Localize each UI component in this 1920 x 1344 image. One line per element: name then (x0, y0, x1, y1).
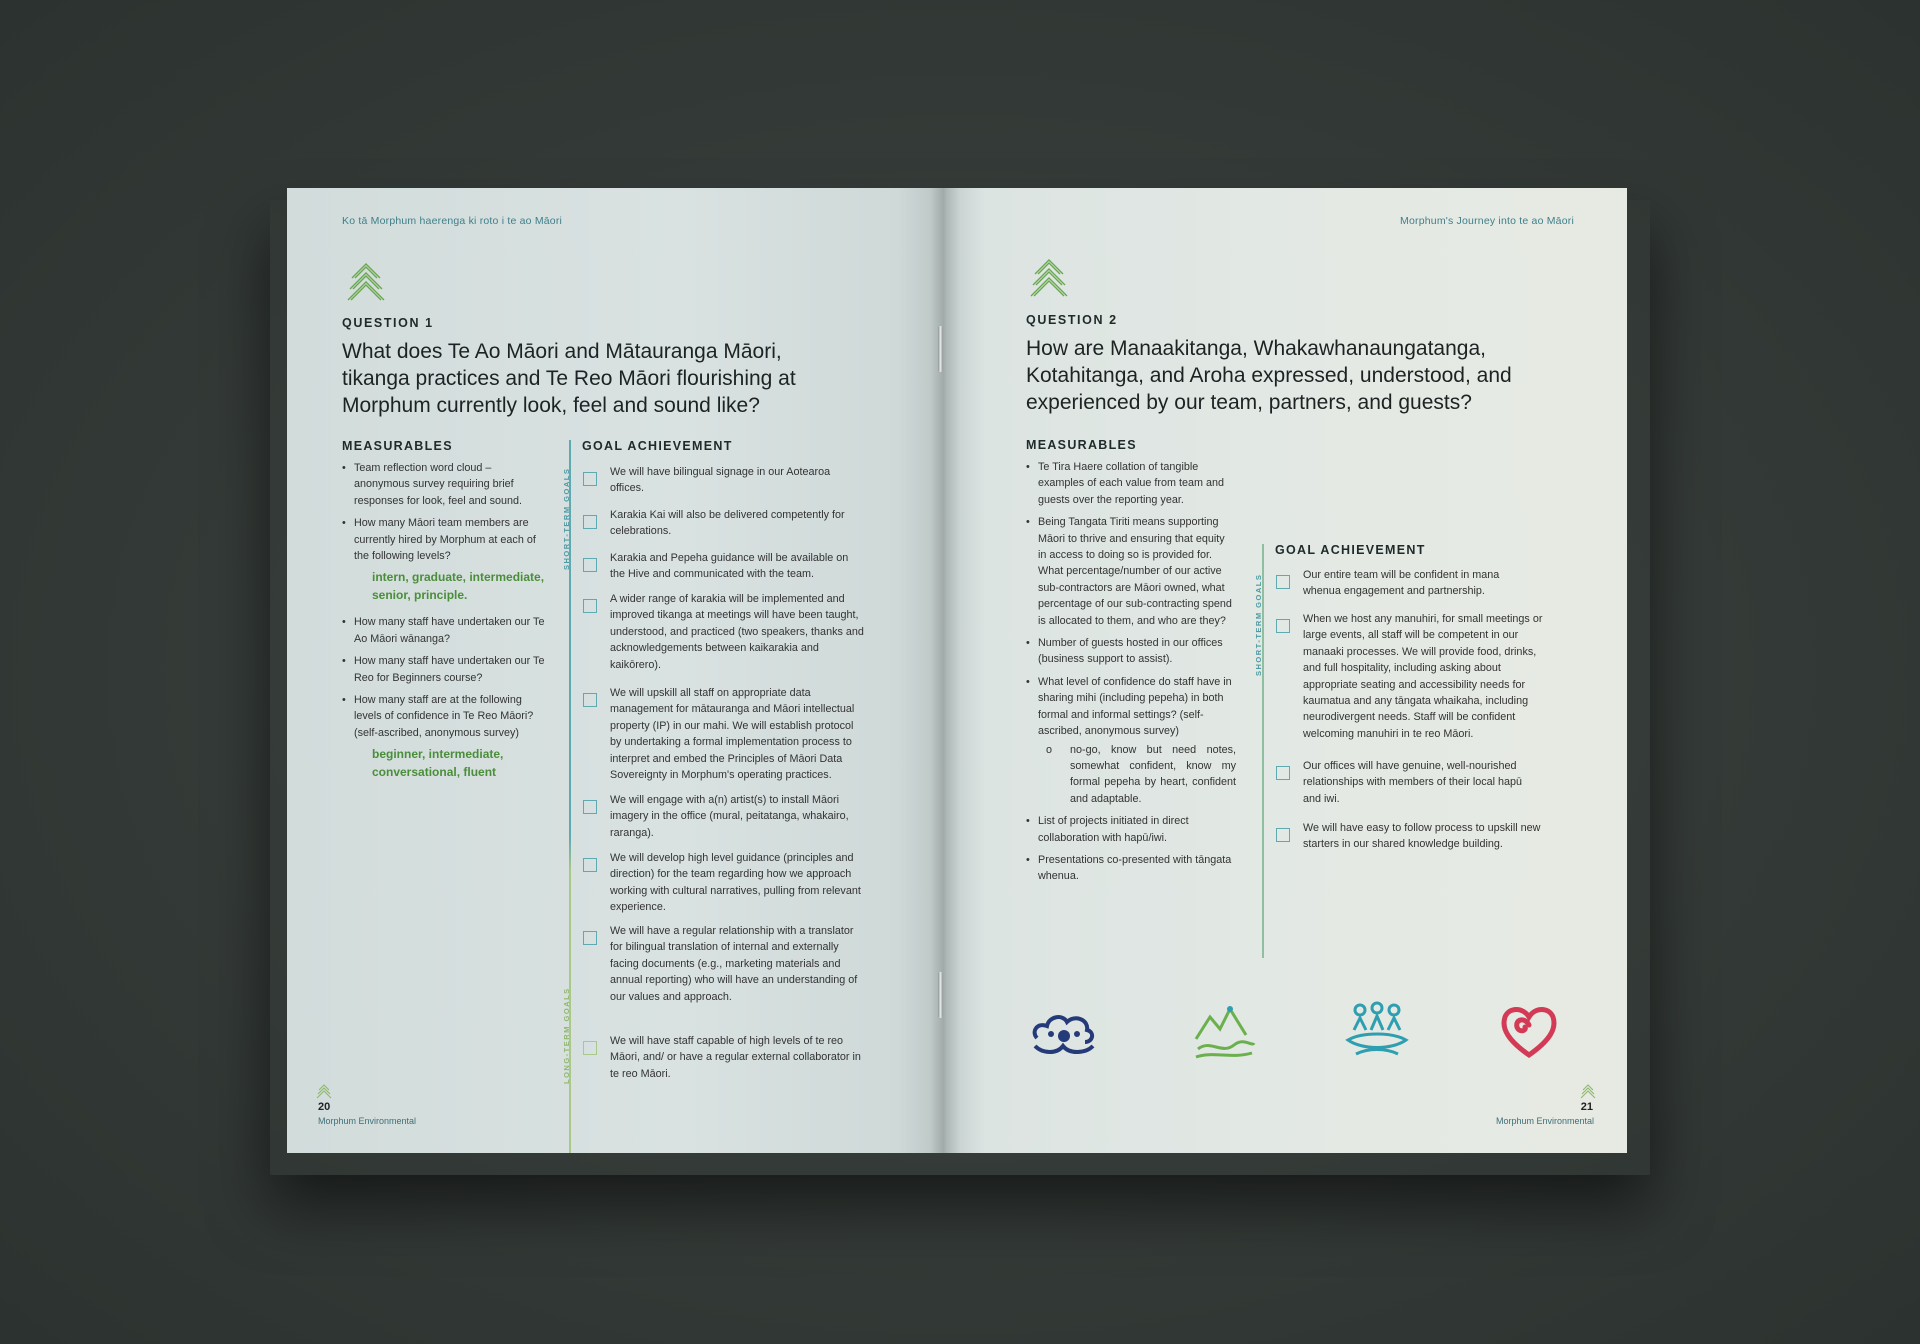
left-page (287, 188, 944, 1153)
measurables-heading: MEASURABLES (342, 439, 453, 453)
question-2-label: QUESTION 2 (1026, 313, 1118, 327)
goal-item: We will upskill all staff on appropriate data management for mātauranga and Māori intellectual property (IP) in our mahi. We will establish protocol by undertaking a formal implementation process to interpret and embed the Principles of Māori Data Sovereignty in Morphum's operating practices. (610, 687, 855, 782)
heart-aroha-icon (1499, 1003, 1559, 1059)
measurable-item: • How many Māori team members are currently hired by Morphum at each of the following levels? intern, graduate, intermediate, senior, principle. (342, 515, 547, 604)
confidence-sub-item: o no-go, know but need notes, somewhat confident, know my formal pepeha by heart, confident and adaptable. (1046, 743, 1236, 805)
question-1-label: QUESTION 1 (342, 316, 434, 330)
question-1-title: What does Te Ao Māori and Mātauranga Māori, tikanga practices and Te Reo Māori flourishing at Morphum currently look, feel and sound like? (342, 340, 796, 417)
goal-item: We will have a regular relationship with a translator for bilingual translation of internal and externally facing documents (e.g., marketing materials and annual reporting) who will have an understanding of our values and approach. (610, 925, 858, 1003)
goal-item: Our entire team will be confident in mana whenua engagement and partnership. (1303, 569, 1500, 598)
measurable-item: • How many staff have undertaken our Te Ao Māori wānanga? (342, 614, 547, 647)
goal-checkbox[interactable] (1276, 575, 1290, 589)
goal-checkbox[interactable] (1276, 766, 1290, 780)
page-number: 21 (1580, 1101, 1593, 1113)
footer-tree-icon (316, 1083, 332, 1099)
short-term-goals-label: SHORT-TERM GOALS (562, 467, 571, 570)
question-2-title: How are Manaakitanga, Whakawhanaungatanga, Kotahitanga, and Aroha expressed, understood, and experienced by our team, partners, and guests? (1026, 337, 1512, 414)
measurables-list (342, 460, 547, 791)
goal-item: A wider range of karakia will be implemented and improved tikanga at meetings will have been taught, understood, and practiced (two speakers, thanks and acknowledgements between kaikarakia and kaikōrero). (610, 593, 864, 671)
goal-checkbox[interactable] (583, 599, 597, 613)
people-kotahitanga-icon (1344, 1000, 1410, 1062)
goal-checkbox[interactable] (1276, 828, 1290, 842)
measurable-item: • Team reflection word cloud – anonymous survey requiring brief responses for look, feel and sound. (342, 460, 547, 509)
goal-checkbox[interactable] (583, 558, 597, 572)
goal-item: We will engage with a(n) artist(s) to install Māori imagery in the office (mural, peitatanga, whakairo, raranga). (610, 794, 849, 839)
goal-achievement-heading: GOAL ACHIEVEMENT (1275, 543, 1426, 557)
page-footer: Morphum Environmental (318, 1116, 417, 1126)
levels-highlight: intern, graduate, intermediate, senior, principle. (372, 570, 545, 603)
left-running-head: Ko tā Morphum haerenga ki roto i te ao Māori (342, 215, 563, 227)
morphum-tree-logo-icon (1026, 254, 1072, 300)
goal-checkbox[interactable] (583, 858, 597, 872)
measurables-heading: MEASURABLES (1026, 438, 1137, 452)
goal-item: When we host any manuhiri, for small meetings or large events, all staff will be competent in our manaaki processes. We will provide food, drinks, and full hospitality, including asking about appropriate seating and accessibility needs for kaumatua and any tāngata whaikaha, including neurodivergent needs. Staff will be confident welcoming manuhiri in te reo Māori. (1303, 613, 1543, 740)
right-running-head: Morphum's Journey into te ao Māori (1400, 215, 1574, 227)
measurable-item: • How many staff have undertaken our Te Reo for Beginners course? (342, 653, 547, 686)
booklet-spine (930, 188, 960, 1153)
long-term-goals-label: LONG-TERM GOALS (562, 987, 571, 1084)
goal-checkbox[interactable] (583, 800, 597, 814)
mountains-whakawhanaungatanga-icon (1192, 1003, 1258, 1061)
goal-checkbox[interactable] (583, 931, 597, 945)
goal-item: We will develop high level guidance (principles and direction) for the team regarding how we approach working with cultural narratives, pulling from relevant experience. (610, 852, 861, 914)
goal-item: We will have staff capable of high levels of te reo Māori, and/ or have a regular external collaborator in te reo Māori. (610, 1035, 861, 1080)
short-term-goals-label: SHORT-TERM GOALS (1254, 573, 1263, 676)
footer-tree-icon (1580, 1083, 1596, 1099)
goal-item: We will have easy to follow process to upskill new starters in our shared knowledge building. (1303, 822, 1541, 851)
page-footer: Morphum Environmental (1495, 1116, 1594, 1126)
measurable-item: • What level of confidence do staff have in sharing mihi (including pepeha) in both formal and informal settings? (self-ascribed, anonymous survey) o no-go, know but need notes, somewhat confident, know my formal pepeha by heart, confident and adaptable. (1026, 674, 1236, 807)
goal-item: Our offices will have genuine, well-nourished relationships with members of their local hapū and iwi. (1303, 760, 1523, 805)
measurables-list (1026, 459, 1236, 891)
measurable-item: • Presentations co-presented with tāngata whenua. (1026, 852, 1236, 885)
measurable-item: • Te Tira Haere collation of tangible examples of each value from team and guests over the reporting year. (1026, 459, 1236, 508)
goal-item: We will have bilingual signage in our Aotearoa offices. (610, 466, 831, 495)
confidence-highlight: beginner, intermediate, conversational, fluent (372, 747, 504, 780)
measurable-item: • How many staff are at the following levels of confidence in Te Reo Māori? (self-ascribed, anonymous survey) beginner, intermediate, conversational, fluent (342, 692, 547, 781)
goal-checkbox[interactable] (583, 472, 597, 486)
measurable-item: • List of projects initiated in direct collaboration with hapū/iwi. (1026, 813, 1236, 846)
goal-checkbox[interactable] (583, 1041, 597, 1055)
goal-checkbox[interactable] (583, 515, 597, 529)
goal-achievement-heading: GOAL ACHIEVEMENT (582, 439, 733, 453)
goal-item: Karakia and Pepeha guidance will be available on the Hive and communicated with the team. (610, 552, 849, 581)
morphum-tree-logo-icon (343, 258, 389, 304)
staple (938, 972, 943, 1018)
goal-item: Karakia Kai will also be delivered competently for celebrations. (610, 509, 845, 538)
goal-checkbox[interactable] (583, 693, 597, 707)
page-number: 20 (318, 1101, 331, 1113)
staple (938, 326, 943, 372)
measurable-item: • Being Tangata Tiriti means supporting Māori to thrive and ensuring that equity in access to doing so is provided for. What percentage/number of our active sub-contractors are Māori owned, what percentage of our sub-contracting spend is allocated to them, and who are they? (1026, 514, 1236, 629)
measurable-item: • Number of guests hosted in our offices (business support to assist). (1026, 635, 1236, 668)
goal-checkbox[interactable] (1276, 619, 1290, 633)
right-page (944, 188, 1627, 1153)
cloud-manaakitanga-icon (1029, 1006, 1099, 1058)
